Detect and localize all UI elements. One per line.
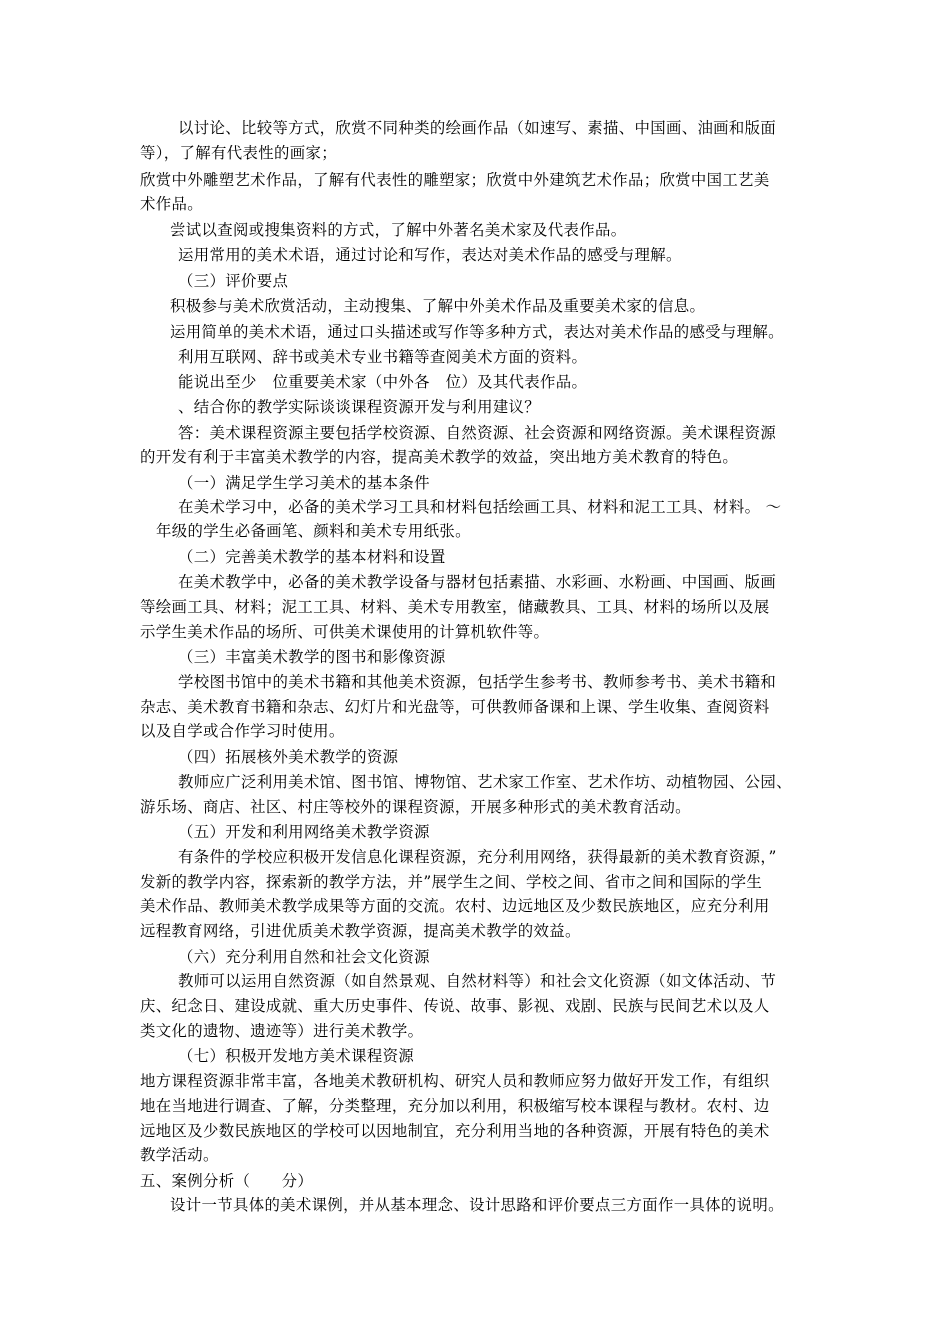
section-heading: 五、案例分析（ 分） [140,1172,314,1190]
text-line: 在美术学习中，必备的美术学习工具和材料包括绘画工具、材料和泥工工具、材料。 ～ [178,498,782,516]
text-line: 示学生美术作品的场所、可供美术课使用的计算机软件等。 [140,623,550,641]
text-line: 发新的教学内容，探索新的教学方法，并”展学生之间、学校之间、省市之间和国际的学生 [140,873,763,891]
text-line: 学校图书馆中的美术书籍和其他美术资源，包括学生参考书、教师参考书、美术书籍和 [178,673,777,691]
text-line: 等），了解有代表性的画家； [140,144,337,162]
text-line: 利用互联网、辞书或美术专业书籍等查阅美术方面的资料。 [178,348,588,366]
section-heading: （一）满足学生学习美术的基本条件 [178,474,430,492]
section-heading: （六）充分利用自然和社会文化资源 [178,948,430,966]
text-line: 庆、纪念日、建设成就、重大历史事件、传说、故事、影视、戏剧、民族与民间艺术以及人 [140,997,770,1015]
text-line: 教学活动。 [140,1146,219,1164]
text-line: 年级的学生必备画笔、颜料和美术专用纸张。 [156,522,471,540]
text-line: 地方课程资源非常丰富，各地美术教研机构、研究人员和教师应努力做好开发工作，有组织 [140,1072,770,1090]
text-line: 以讨论、比较等方式，欣赏不同种类的绘画作品（如速写、素描、中国画、油画和版面 [178,119,777,137]
text-line: 杂志、美术教育书籍和杂志、幻灯片和光盘等，可供教师备课和上课、学生收集、查阅资料 [140,698,770,716]
section-heading: （四）拓展核外美术教学的资源 [178,748,399,766]
text-line: 远程教育网络，引进优质美术教学资源，提高美术教学的效益。 [140,922,581,940]
text-line: 远地区及少数民族地区的学校可以因地制宜，充分利用当地的各种资源，开展有特色的美术 [140,1122,770,1140]
text-line: 类文化的遗物、遗迹等）进行美术教学。 [140,1022,424,1040]
section-heading: （五）开发和利用网络美术教学资源 [178,823,430,841]
text-line: 地在当地进行调查、了解，分类整理，充分加以利用，积极缩写校本课程与教材。农村、边 [140,1097,770,1115]
text-line: 术作品。 [140,195,203,213]
text-line: 欣赏中外雕塑艺术作品，了解有代表性的雕塑家；欣赏中外建筑艺术作品；欣赏中国工艺美 [140,171,770,189]
text-line: 教师可以运用自然资源（如自然景观、自然材料等）和社会文化资源（如文体活动、节 [178,972,777,990]
text-line: 游乐场、商店、社区、村庄等校外的课程资源，开展多种形式的美术教育活动。 [140,798,691,816]
text-line: 运用简单的美术术语，通过口头描述或写作等多种方式，表达对美术作品的感受与理解。 [170,323,784,341]
text-line: 等绘画工具、材料；泥工工具、材料、美术专用教室，储藏教具、工具、材料的场所以及展 [140,598,770,616]
text-line: 在美术教学中，必备的美术教学设备与器材包括素描、水彩画、水粉画、中国画、版画 [178,573,777,591]
text-line: 以及自学或合作学习时使用。 [140,722,345,740]
text-line: 答：美术课程资源主要包括学校资源、自然资源、社会资源和网络资源。美术课程资源 [178,424,777,442]
text-line: 的开发有利于丰富美术教学的内容，提高美术教学的效益，突出地方美术教育的特色。 [140,448,739,466]
section-heading: （三）评价要点 [178,272,289,290]
text-line: 运用常用的美术术语，通过讨论和写作，表达对美术作品的感受与理解。 [178,246,682,264]
section-heading: （二）完善美术教学的基本材料和设置 [178,548,446,566]
text-line: 教师应广泛利用美术馆、图书馆、博物馆、艺术家工作室、艺术作坊、动植物园、公园、 [178,773,792,791]
text-line: 积极参与美术欣赏活动，主动搜集、了解中外美术作品及重要美术家的信息。 [170,297,706,315]
section-heading: （七）积极开发地方美术课程资源 [178,1047,415,1065]
text-line: 尝试以查阅或搜集资料的方式，了解中外著名美术家及代表作品。 [170,221,627,239]
text-line: 能说出至少 位重要美术家（中外各 位）及其代表作品。 [178,373,588,391]
text-line: 设计一节具体的美术课例，并从基本理念、设计思路和评价要点三方面作一具体的说明。 [170,1196,784,1214]
text-line: 美术作品、教师美术教学成果等方面的交流。农村、边远地区及少数民族地区，应充分利用 [140,897,770,915]
section-heading: （三）丰富美术教学的图书和影像资源 [178,648,446,666]
text-line: 有条件的学校应积极开发信息化课程资源，充分利用网络，获得最新的美术教育资源，” [178,848,777,866]
question-heading: 、结合你的教学实际谈谈课程资源开发与利用建议？ [178,398,541,416]
